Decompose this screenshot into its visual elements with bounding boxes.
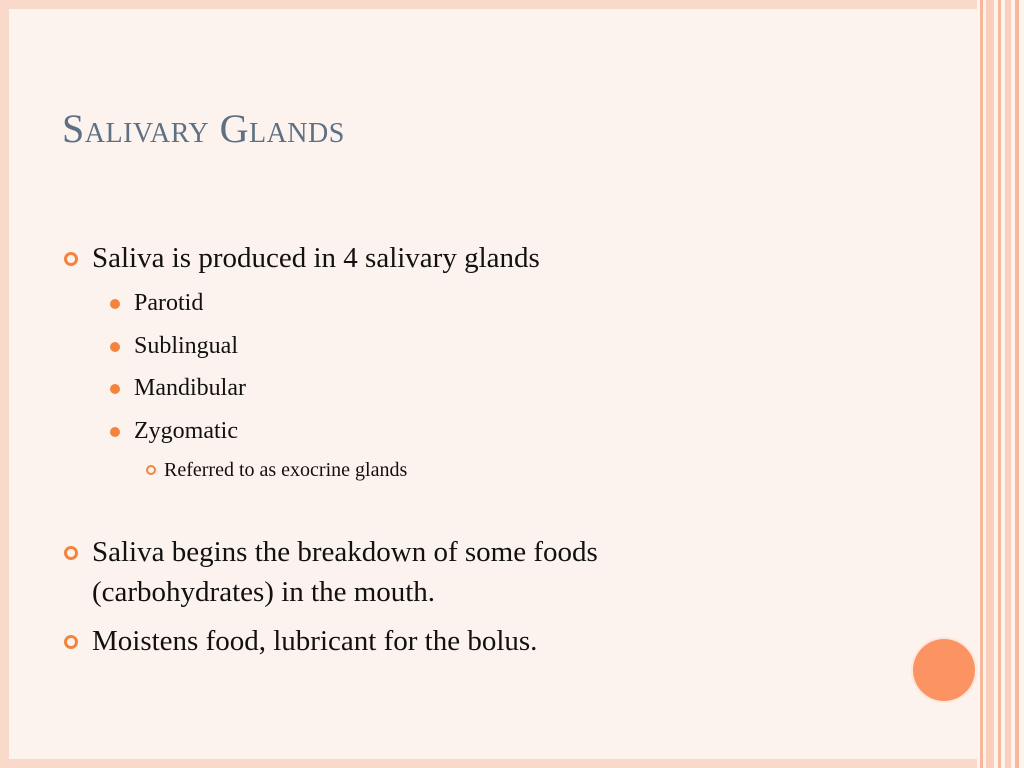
sub-bullet-text: Parotid (134, 290, 204, 316)
bullet-dot-icon (110, 384, 120, 394)
sub-bullet-text: Sublingual (134, 333, 239, 359)
stripe (986, 0, 994, 768)
bullet-ring-icon (64, 252, 78, 266)
bullet-text: Saliva begins the breakdown of some foods (92, 536, 598, 568)
stripe (1005, 0, 1011, 768)
slide-border-bottom (0, 759, 1024, 768)
decorative-stripes (977, 0, 1024, 768)
bullet-text: Saliva is produced in 4 salivary glands (92, 242, 540, 274)
bullet-ring-icon (64, 635, 78, 649)
bullet-dot-icon (110, 342, 120, 352)
decorative-circle (913, 639, 975, 701)
stripe (980, 0, 983, 768)
slide-border-left (0, 0, 9, 768)
bullet-ring-icon (146, 465, 156, 475)
sub-sub-bullet-text: Referred to as exocrine glands (164, 459, 408, 481)
bullet-text: Moistens food, lubricant for the bolus. (92, 625, 538, 657)
slide-border-top (0, 0, 1024, 9)
bullet-ring-icon (64, 546, 78, 560)
sub-bullet-text: Zygomatic (134, 418, 238, 444)
bullet-text-continuation: (carbohydrates) in the mouth. (92, 576, 436, 608)
sub-bullet-text: Mandibular (134, 375, 246, 401)
stripe (1015, 0, 1019, 768)
stripe (998, 0, 1001, 768)
slide-title: Salivary Glands (62, 106, 345, 151)
bullet-dot-icon (110, 427, 120, 437)
bullet-dot-icon (110, 299, 120, 309)
